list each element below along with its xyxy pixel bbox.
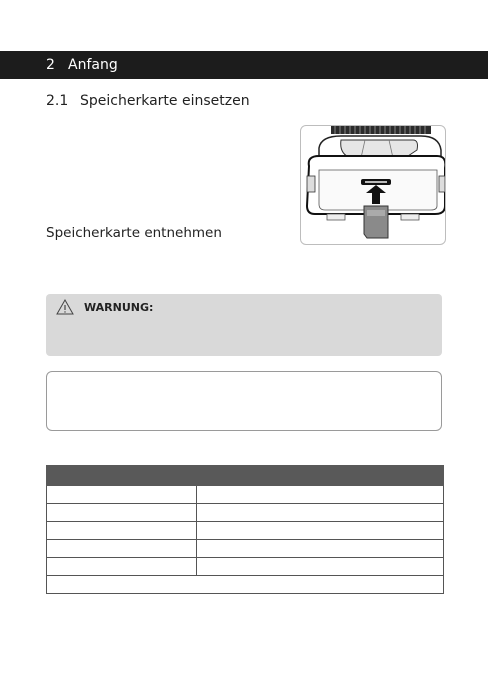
table-cell [197, 540, 444, 558]
spec-table [46, 465, 444, 594]
table-cell [47, 486, 197, 504]
table-cell [47, 558, 197, 576]
section-number: 2.1 [46, 93, 69, 109]
table-row [47, 522, 444, 540]
table-cell [197, 522, 444, 540]
table-cell [47, 522, 197, 540]
note-box [46, 371, 442, 431]
table-cell [197, 486, 444, 504]
table-footer-cell [47, 576, 444, 594]
table-cell [47, 540, 197, 558]
warning-triangle-icon [56, 299, 74, 315]
memory-card-illustration [300, 125, 446, 245]
table-cell [197, 504, 444, 522]
dashcam-card-slot-icon [301, 126, 445, 244]
table-row [47, 540, 444, 558]
table-row [47, 558, 444, 576]
table-header-cell [197, 466, 444, 486]
table-cell [197, 558, 444, 576]
subheading-remove-card: Speicherkarte entnehmen [46, 225, 222, 241]
warning-label: WARNUNG: [84, 301, 154, 314]
table-header-row [47, 466, 444, 486]
chapter-title: Anfang [68, 57, 118, 73]
table-row [47, 504, 444, 522]
table-cell [47, 504, 197, 522]
chapter-number: 2 [46, 57, 55, 73]
chapter-header-bar [0, 51, 488, 79]
table-header-cell [47, 466, 197, 486]
section-title: Speicherkarte einsetzen [80, 93, 250, 109]
table-row [47, 486, 444, 504]
warning-box [46, 294, 442, 356]
table-footer-row [47, 576, 444, 594]
